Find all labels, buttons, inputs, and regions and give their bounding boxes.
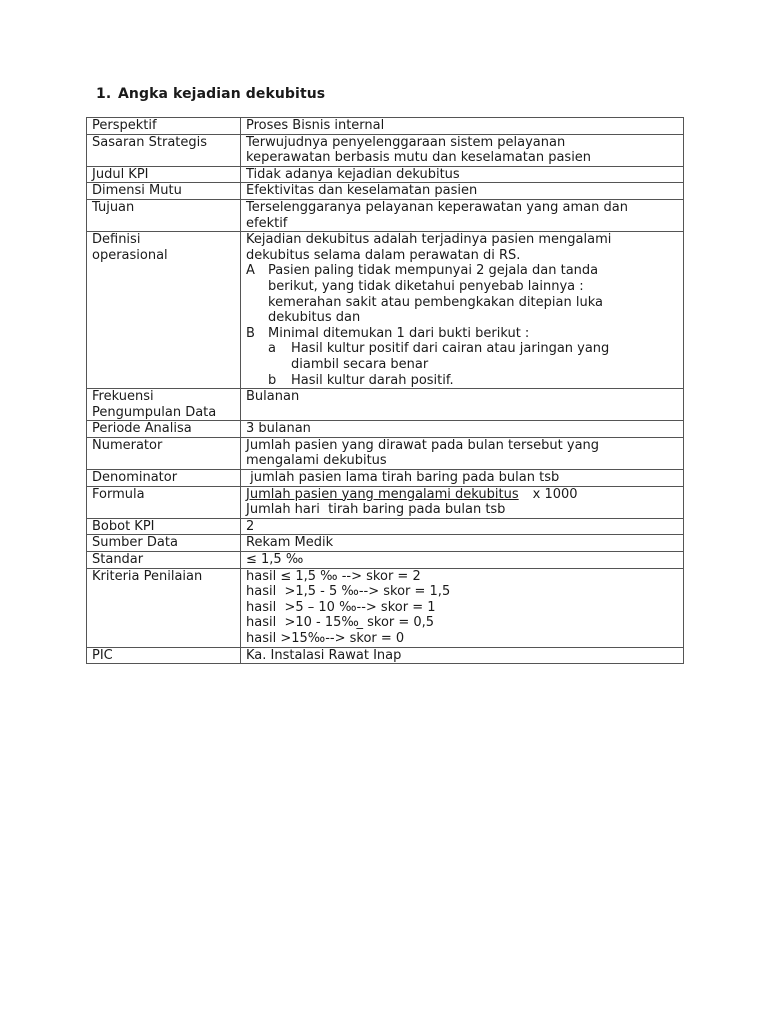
section-title: Angka kejadian dekubitus: [118, 86, 326, 102]
row-label: Standar: [87, 552, 241, 569]
text-line: Terselenggaranya pelayanan keperawatan yang aman dan: [246, 199, 628, 215]
row-label: Sasaran Strategis: [87, 134, 241, 166]
table-row-sumber: [87, 535, 684, 552]
text-line: Jumlah pasien yang dirawat pada bulan tersebut yang: [246, 437, 600, 453]
list-subitem-a: [246, 341, 678, 372]
list-marker: b: [268, 372, 277, 388]
formula-numerator: Jumlah pasien yang mengalami dekubitus: [246, 486, 519, 502]
row-value: jumlah pasien lama tirah baring pada bulan tsb: [241, 470, 684, 487]
text-line: hasil >10 - 15‰ ̲ skor = 0,5: [246, 615, 435, 631]
text-line: Hasil kultur darah positif.: [291, 372, 454, 388]
row-label: PIC: [87, 647, 241, 664]
list-item-a: [246, 263, 678, 325]
row-label: [87, 389, 241, 421]
text-line: hasil >1,5 - 5 ‰--> skor = 1,5: [246, 584, 451, 600]
text-line: hasil >5 – 10 ‰--> skor = 1: [246, 599, 436, 615]
list-marker: A: [246, 263, 255, 279]
list-subitem-b: [246, 373, 678, 389]
table-row-judul: [87, 166, 684, 183]
row-value: 2: [241, 518, 684, 535]
table-row-kriteria: [87, 568, 684, 647]
table-row-dimensi: [87, 183, 684, 200]
row-value: 3 bulanan: [241, 421, 684, 438]
text-line: berikut, yang tidak diketahui penyebab lainnya :: [268, 278, 584, 294]
text-line: dekubitus dan: [268, 310, 361, 326]
row-value: Rekam Medik: [241, 535, 684, 552]
text-line: Minimal ditemukan 1 dari bukti berikut :: [268, 325, 530, 341]
formula-denominator: Jumlah hari tirah baring pada bulan tsb: [246, 502, 506, 518]
text-line: kemerahan sakit atau pembengkakan ditepian luka: [268, 294, 603, 310]
label-line: operasional: [92, 247, 168, 263]
table-row-definisi: [87, 232, 684, 389]
text-line: hasil ≤ 1,5 ‰ --> skor = 2: [246, 568, 421, 584]
text-line: Terwujudnya penyelenggaraan sistem pelayanan: [246, 134, 566, 150]
section-number: 1.: [96, 86, 112, 102]
row-label: Formula: [87, 486, 241, 518]
text-line: efektif: [246, 215, 288, 231]
table-row-denominator: [87, 470, 684, 487]
text-line: Pasien paling tidak mempunyai 2 gejala dan tanda: [268, 263, 599, 279]
list-item-b: [246, 326, 678, 342]
text-line: keperawatan berbasis mutu dan keselamatan pasien: [246, 150, 592, 166]
row-value: Efektivitas dan keselamatan pasien: [241, 183, 684, 200]
row-label: Denominator: [87, 470, 241, 487]
row-label: Bobot KPI: [87, 518, 241, 535]
label-line: Frekuensi: [92, 389, 154, 405]
list-marker: B: [246, 325, 255, 341]
row-label: Tujuan: [87, 199, 241, 231]
table-row-perspektif: [87, 118, 684, 135]
row-label: Dimensi Mutu: [87, 183, 241, 200]
section-heading: [96, 86, 325, 102]
table-row-formula: [87, 486, 684, 518]
table-row-pic: [87, 647, 684, 664]
text-line: dekubitus selama dalam perawatan di RS.: [246, 247, 521, 263]
table-row-frekuensi: [87, 389, 684, 421]
row-label: Kriteria Penilaian: [87, 568, 241, 647]
row-value: [241, 486, 684, 518]
row-value: [241, 134, 684, 166]
text-line: Kejadian dekubitus adalah terjadinya pasien mengalami: [246, 232, 612, 248]
row-value: [241, 232, 684, 389]
row-value: [241, 199, 684, 231]
row-label: Perspektif: [87, 118, 241, 135]
row-value: Ka. Instalasi Rawat Inap: [241, 647, 684, 664]
table-row-standar: [87, 552, 684, 569]
table-row-tujuan: [87, 199, 684, 231]
table-row-numerator: [87, 437, 684, 469]
label-line: Pengumpulan Data: [92, 404, 217, 420]
text-line: Hasil kultur positif dari cairan atau jaringan yang: [291, 341, 610, 357]
row-label: Numerator: [87, 437, 241, 469]
table-row-bobot: [87, 518, 684, 535]
row-value: Proses Bisnis internal: [241, 118, 684, 135]
row-value: [241, 568, 684, 647]
label-line: Definisi: [92, 232, 141, 248]
kpi-table: [86, 117, 684, 664]
row-value: Tidak adanya kejadian dekubitus: [241, 166, 684, 183]
row-label: Sumber Data: [87, 535, 241, 552]
formula-multiplier: x 1000: [532, 486, 578, 502]
text-line: mengalami dekubitus: [246, 453, 387, 469]
text-line: hasil >15‰--> skor = 0: [246, 631, 405, 646]
row-value: [241, 437, 684, 469]
list-marker: a: [268, 341, 276, 357]
row-value: ≤ 1,5 ‰: [241, 552, 684, 569]
row-label: Periode Analisa: [87, 421, 241, 438]
table-row-periode: [87, 421, 684, 438]
text-line: diambil secara benar: [291, 356, 429, 372]
row-value: Bulanan: [241, 389, 684, 421]
row-label: [87, 232, 241, 389]
row-label: Judul KPI: [87, 166, 241, 183]
table-row-sasaran: [87, 134, 684, 166]
